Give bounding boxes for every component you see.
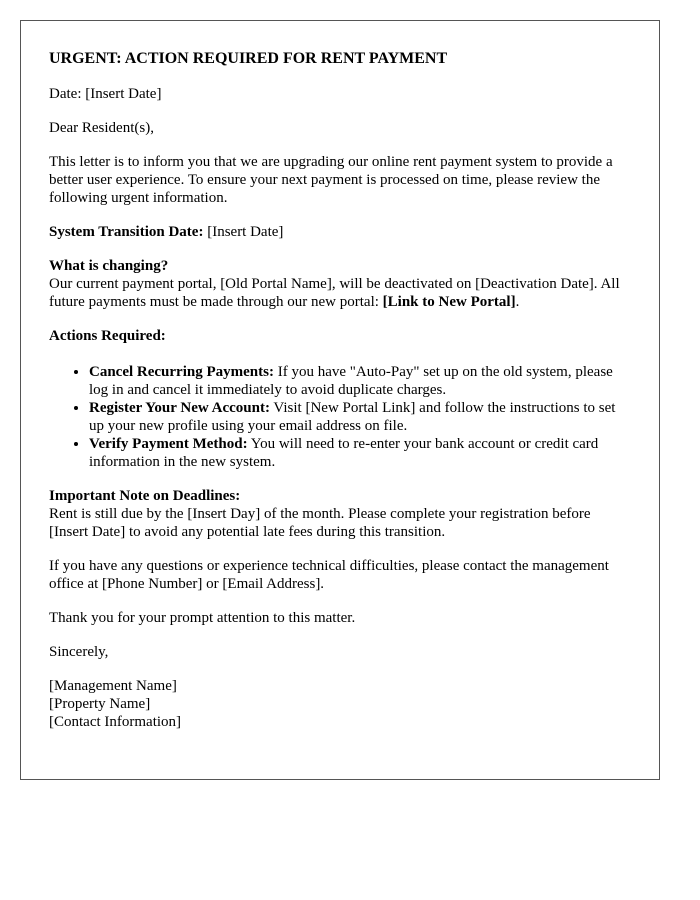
changing-text-end: . [515,294,520,310]
contact-paragraph: If you have any questions or experience technical difficulties, please contact the management office at [Phone Number] or [Email Address]. [49,558,609,592]
date-line: Date: [Insert Date] [49,86,162,102]
deadlines-text: Rent is still due by the [Insert Day] of the month. Please complete your registration before [Insert Date] to avoid any potential late fees during this transition. [49,506,591,540]
action-item-text: You will need to re-enter your bank account or credit card information in the new system. [89,436,599,470]
deadlines-section [49,487,631,541]
action-item-cancel-recurring [89,363,631,399]
action-item-register-account [89,399,631,435]
action-item-label: Cancel Recurring Payments: [89,364,274,380]
signature-management-name: [Management Name] [49,678,177,694]
transition-date-label: System Transition Date: [49,224,204,240]
transition-date-paragraph [49,223,631,241]
action-item-label: Register Your New Account: [89,400,270,416]
signature-property-name: [Property Name] [49,696,151,712]
actions-heading-text: Actions Required: [49,328,166,344]
intro-paragraph: This letter is to inform you that we are upgrading our online rent payment system to provide a better user experience. To ensure your next payment is processed on time, please review the following urgent information. [49,154,613,206]
signature-contact-info: [Contact Information] [49,714,182,730]
actions-heading [49,327,631,345]
closing: Sincerely, [49,644,109,660]
actions-list [49,363,631,471]
changing-heading: What is changing? [49,258,169,274]
action-item-text: If you have "Auto-Pay" set up on the old system, please log in and cancel it immediately to avoid duplicate charges. [89,364,613,398]
letter-title: URGENT: ACTION REQUIRED FOR RENT PAYMENT [49,50,448,67]
deadlines-heading: Important Note on Deadlines: [49,488,241,504]
action-item-verify-payment [89,435,631,471]
transition-date-value: [Insert Date] [203,224,284,240]
new-portal-link: [Link to New Portal] [382,294,516,310]
letter-document [20,20,660,780]
signature-block [49,677,631,731]
action-item-label: Verify Payment Method: [89,436,248,452]
changing-text: Our current payment portal, [Old Portal Name], will be deactivated on [Deactivation Date]. All future payments must be made through our new portal: [49,276,620,310]
changing-section [49,257,631,311]
action-item-text: Visit [New Portal Link] and follow the instructions to set up your new profile using your email address on file. [89,400,616,434]
thanks-paragraph: Thank you for your prompt attention to this matter. [49,610,356,626]
salutation: Dear Resident(s), [49,120,154,136]
